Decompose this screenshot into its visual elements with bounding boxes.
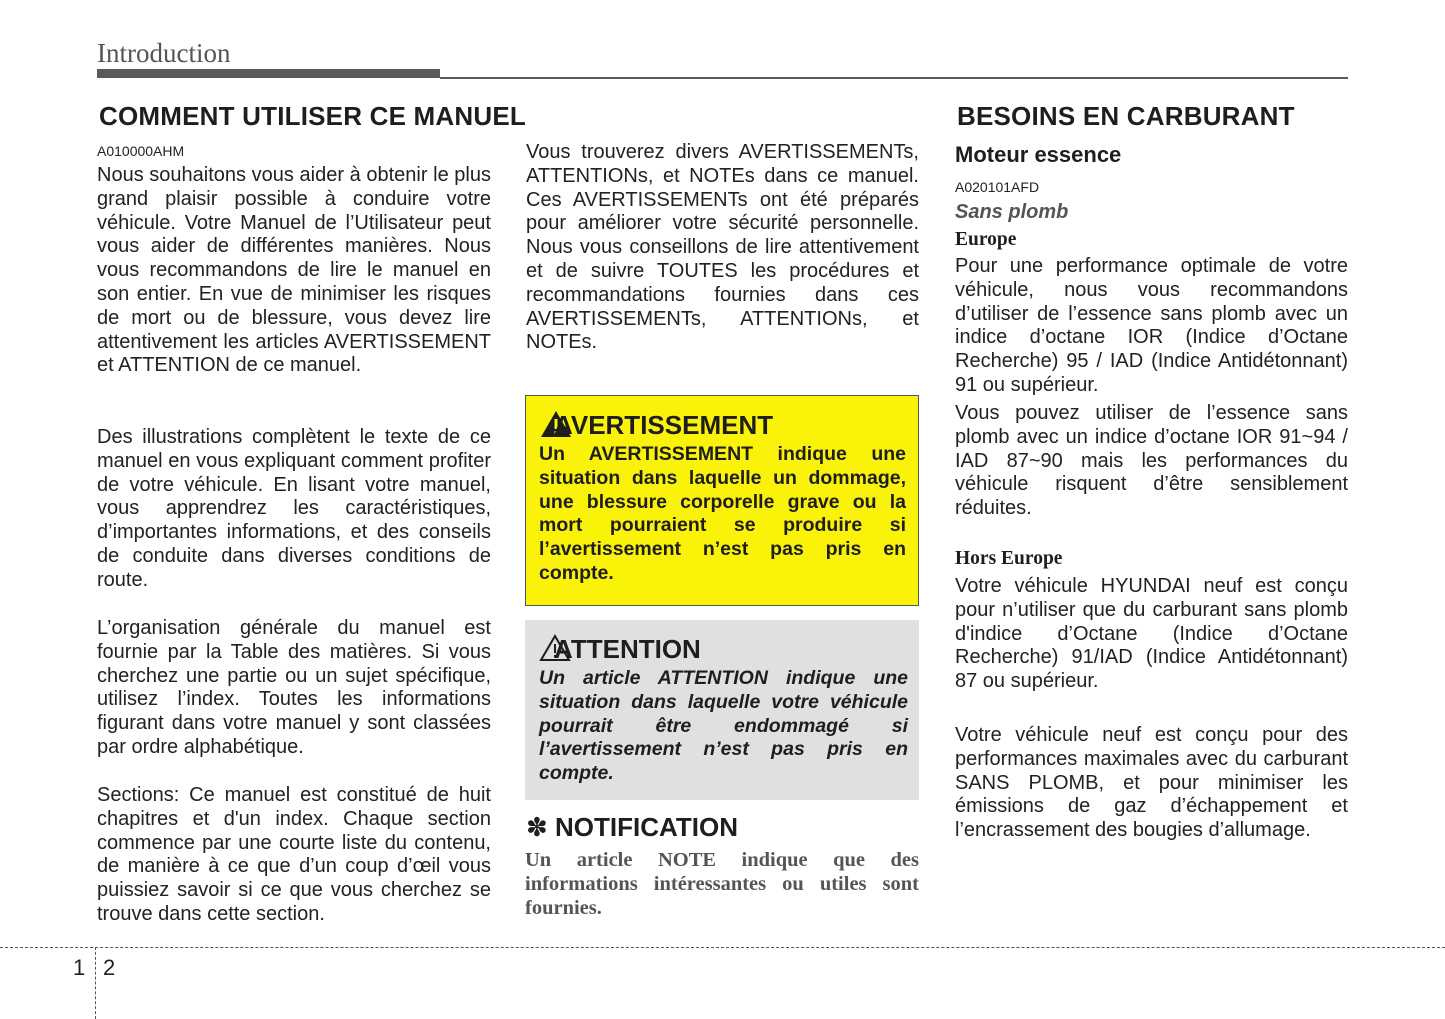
left-paragraph-1: Nous souhaitons vous aider à obtenir le plus grand plaisir possible à conduire votre véhicule. Votre Manuel de l’Utilisateur peut vous aider de différentes manières. Nous vous recommandons de lire le manuel en son entier. En vue de minimiser les risques de mort ou de blessure, vous devez lire attentivement les articles AVERTISSEMENT et ATTENTION de ce manuel.	[97, 164, 491, 377]
caution-title: ATTENTION	[554, 634, 701, 664]
label-outside-europe: Hors Europe	[955, 548, 1063, 569]
note-title: NOTIFICATION	[555, 812, 738, 842]
subheading-unleaded: Sans plomb	[955, 201, 1069, 223]
left-paragraph-4: Sections: Ce manuel est constitué de huit chapitres et d'un index. Chaque section commence par une courte liste du contenu, de manière à ce que d’un coup d’œil vous puissiez savoir si ce que vous cherchez se trouve dans cette section.	[97, 784, 491, 925]
section-heading-fuel: BESOINS EN CARBURANT	[957, 101, 1295, 131]
outside-europe-paragraph-1: Votre véhicule HYUNDAI neuf est conçu pour n’utiliser que du carburant sans plomb d'indice d’Octane (Indice d’Octane Recherche) 91/IAD (Indice Antidétonnant) 87 ou supérieur.	[955, 575, 1348, 693]
outside-europe-paragraph-2: Votre véhicule neuf est conçu pour des performances maximales avec du carburant SANS PLOMB, et pour minimiser les émissions de gaz d’échappement et l’encrassement des bougies d’allumage.	[955, 724, 1348, 842]
left-paragraph-3: L’organisation générale du manuel est fournie par la Table des matières. Si vous cherchez une partie ou un sujet spécifique, utilisez l’index. Toutes les informations figurant dans votre manuel y sont classées par ordre alphabétique.	[97, 617, 491, 758]
header-rule-thick	[97, 69, 440, 78]
chapter-number: 1	[73, 955, 86, 980]
footer-dashed-divider	[95, 947, 96, 1019]
label-europe: Europe	[955, 229, 1017, 250]
section-heading-manual: COMMENT UTILISER CE MANUEL	[99, 101, 526, 131]
warning-title: AVERTISSEMENT	[554, 410, 774, 440]
subheading-engine: Moteur essence	[955, 142, 1122, 167]
reference-code-fuel: A020101AFD	[955, 179, 1040, 195]
middle-paragraph-1: Vous trouverez divers AVERTISSEMENTs, ATTENTIONs, et NOTEs dans ce manuel. Ces AVERTISSEMENTs ont été préparés pour améliorer votre sécurité personnelle. Nous vous conseillons de lire attentivement et de suivre TOUTES les procédures et recommandations fournies dans ces AVERTISSEMENTs, ATTENTIONs, et NOTEs.	[526, 141, 919, 354]
header-rule-thin	[440, 77, 1348, 79]
note-heading	[526, 812, 738, 843]
reference-code: A010000AHM	[97, 143, 185, 159]
page-header-title: Introduction	[97, 38, 231, 68]
caution-text: Un article ATTENTION indique une situation dans laquelle votre véhicule pourrait être endommagé si l’avertissement n’est pas pris en compte.	[539, 667, 908, 785]
europe-paragraph-2: Vous pouvez utiliser de l’essence sans plomb avec un indice d’octane IOR 91~94 / IAD 87~90 mais les performances du véhicule risquent d’être sensiblement réduites.	[955, 402, 1348, 520]
left-paragraph-2: Des illustrations complètent le texte de ce manuel en vous expliquant comment profiter de votre véhicule. En lisant votre manuel, vous apprendrez les caractéristiques, d’importantes informations, et des conseils de conduite dans diverses conditions de route.	[97, 426, 491, 591]
europe-paragraph-1: Pour une performance optimale de votre véhicule, nous vous recommandons d’utiliser de l’essence sans plomb avec un indice d’octane IOR (Indice d’Octane Recherche) 95 / IAD (Indice Antidétonnant) 91 ou supérieur.	[955, 255, 1348, 396]
warning-text: Un AVERTISSEMENT indique une situation dans laquelle un dommage, une blessure corporelle grave ou la mort pourraient se produire si l’avertissement n’est pas pris en compte.	[539, 443, 906, 584]
note-asterisk-icon: ✽	[526, 812, 548, 842]
note-text: Un article NOTE indique que des informations intéressantes ou utiles sont fournies.	[525, 849, 919, 919]
page-number: 2	[103, 955, 116, 980]
footer-dashed-rule	[0, 947, 1445, 948]
